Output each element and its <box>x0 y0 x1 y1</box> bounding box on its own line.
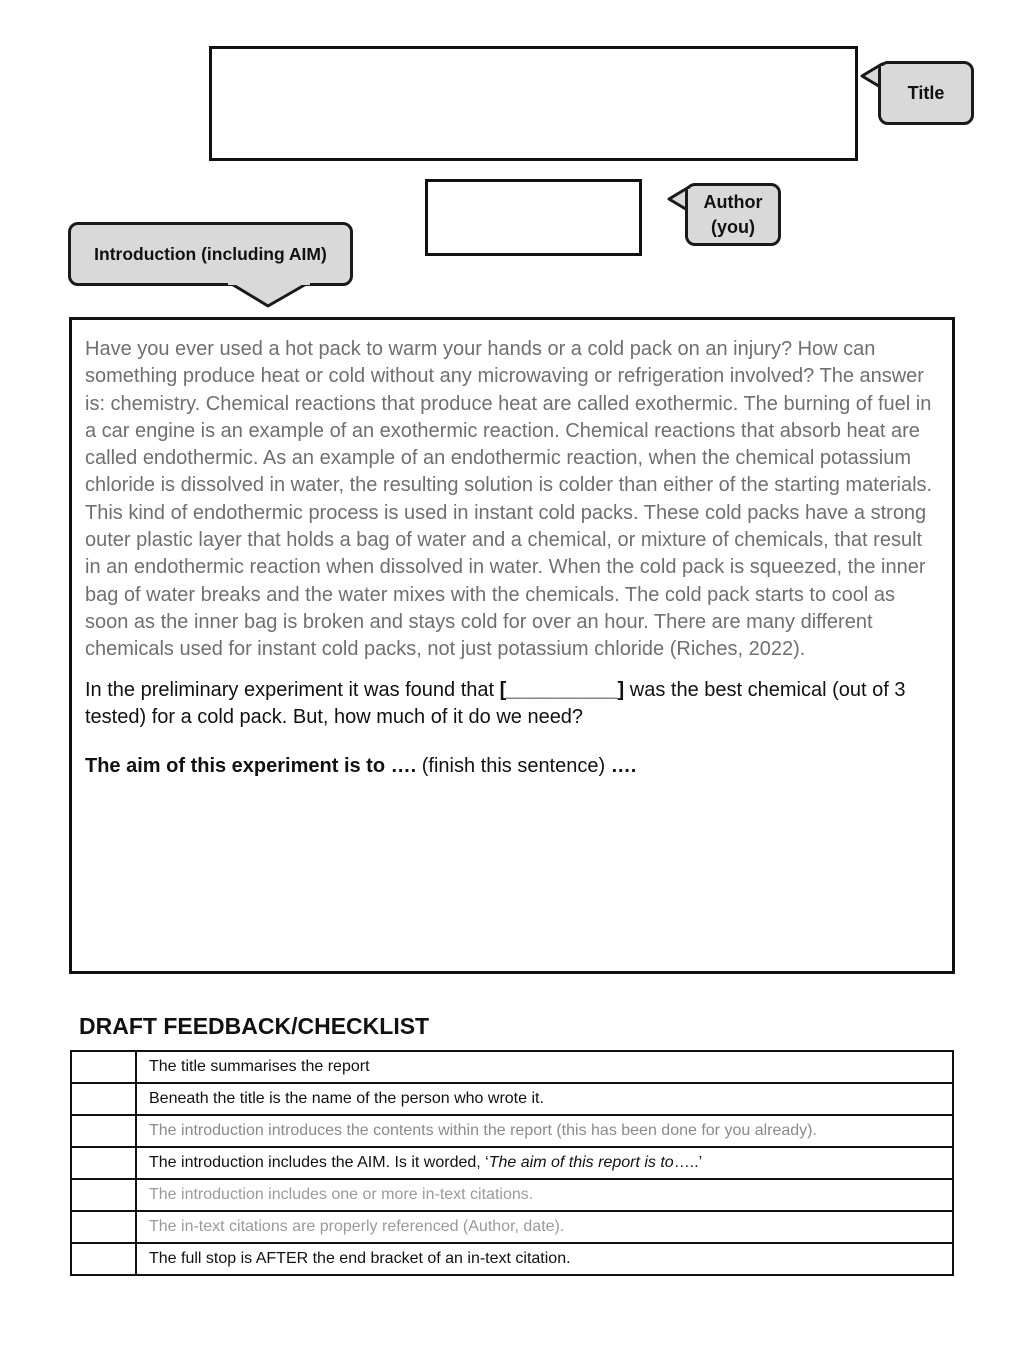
preliminary-text-after: was the best chemical (out of 3 tested) for a cold pack. But, how much of it do we need? <box>85 678 906 728</box>
checklist-item-text-italic: The aim of this report is to <box>488 1154 674 1171</box>
title-callout-pointer-cover <box>881 66 887 88</box>
checklist-item: The introduction introduces the contents within the report (this has been done for you already). <box>136 1115 953 1147</box>
table-row <box>71 1211 953 1243</box>
intro-callout-label: Introduction (including AIM) <box>94 243 327 264</box>
checklist-tick-cell[interactable] <box>71 1083 136 1115</box>
checklist-table <box>70 1050 954 1276</box>
checklist-tick-cell[interactable] <box>71 1243 136 1275</box>
checklist-item <box>136 1147 953 1179</box>
table-row <box>71 1179 953 1211</box>
checklist-tick-cell[interactable] <box>71 1179 136 1211</box>
author-callout-label-line2: (you) <box>710 216 755 237</box>
aim-paragraph[interactable] <box>85 753 935 780</box>
checklist-item: Beneath the title is the name of the person who wrote it. <box>136 1083 953 1115</box>
aim-prompt: The aim of this experiment is to …. <box>85 755 417 778</box>
checklist-heading: DRAFT FEEDBACK/CHECKLIST <box>79 1013 430 1039</box>
table-row <box>71 1051 953 1083</box>
checklist-item-text-after: …..’ <box>673 1154 703 1171</box>
checklist-tick-cell[interactable] <box>71 1147 136 1179</box>
checklist-item-text-before: The introduction includes the AIM. Is it worded, ‘ <box>149 1154 489 1171</box>
table-row <box>71 1115 953 1147</box>
author-callout-pointer-cover <box>688 189 694 211</box>
table-row <box>71 1147 953 1179</box>
author-callout-label-line1: Author <box>703 191 763 212</box>
author-box[interactable] <box>425 179 642 256</box>
title-callout <box>878 61 974 125</box>
title-box[interactable] <box>209 46 858 161</box>
checklist-tick-cell[interactable] <box>71 1115 136 1147</box>
chemical-blank[interactable]: [__________] <box>499 678 625 701</box>
checklist-item: The introduction includes one or more in-text citations. <box>136 1179 953 1211</box>
introduction-text <box>85 336 935 780</box>
intro-callout-pointer <box>226 281 312 311</box>
preliminary-paragraph <box>85 677 935 732</box>
checklist-item: The title summarises the report <box>136 1051 953 1083</box>
author-callout <box>685 183 781 246</box>
preliminary-text-before: In the preliminary experiment it was found that <box>85 678 500 701</box>
intro-callout <box>68 222 353 286</box>
checklist-tick-cell[interactable] <box>71 1051 136 1083</box>
aim-ellipsis: …. <box>610 755 637 778</box>
checklist-item: The in-text citations are properly referenced (Author, date). <box>136 1211 953 1243</box>
aim-instruction: (finish this sentence) <box>416 755 611 778</box>
table-row <box>71 1083 953 1115</box>
table-row <box>71 1243 953 1275</box>
title-callout-label: Title <box>907 82 945 103</box>
introduction-paragraph: Have you ever used a hot pack to warm your hands or a cold pack on an injury? How can something produce heat or cold without any microwaving or refrigeration involved? The answer is: chemistry. Chemical reactions that produce heat are called exothermic. The burning of fuel in a car engine is an example of an exothermic reaction. Chemical reactions that absorb heat are called endothermic. As an example of an endothermic reaction, when the chemical potassium chloride is dissolved in water, the resulting solution is colder than either of the starting materials. This kind of endothermic process is used in instant cold packs. These cold packs have a strong outer plastic layer that holds a bag of water and a chemical, or mixture of chemicals, that result in an endothermic reaction when dissolved in water. When the cold pack is squeezed, the inner bag of water breaks and the water mixes with the chemicals. The cold pack starts to cool as soon as the inner bag is broken and stays cold for over an hour. There are many different chemicals used for instant cold packs, not just potassium chloride (Riches, 2022). <box>85 338 933 661</box>
checklist-tick-cell[interactable] <box>71 1211 136 1243</box>
checklist-item: The full stop is AFTER the end bracket of an in-text citation. <box>136 1243 953 1275</box>
